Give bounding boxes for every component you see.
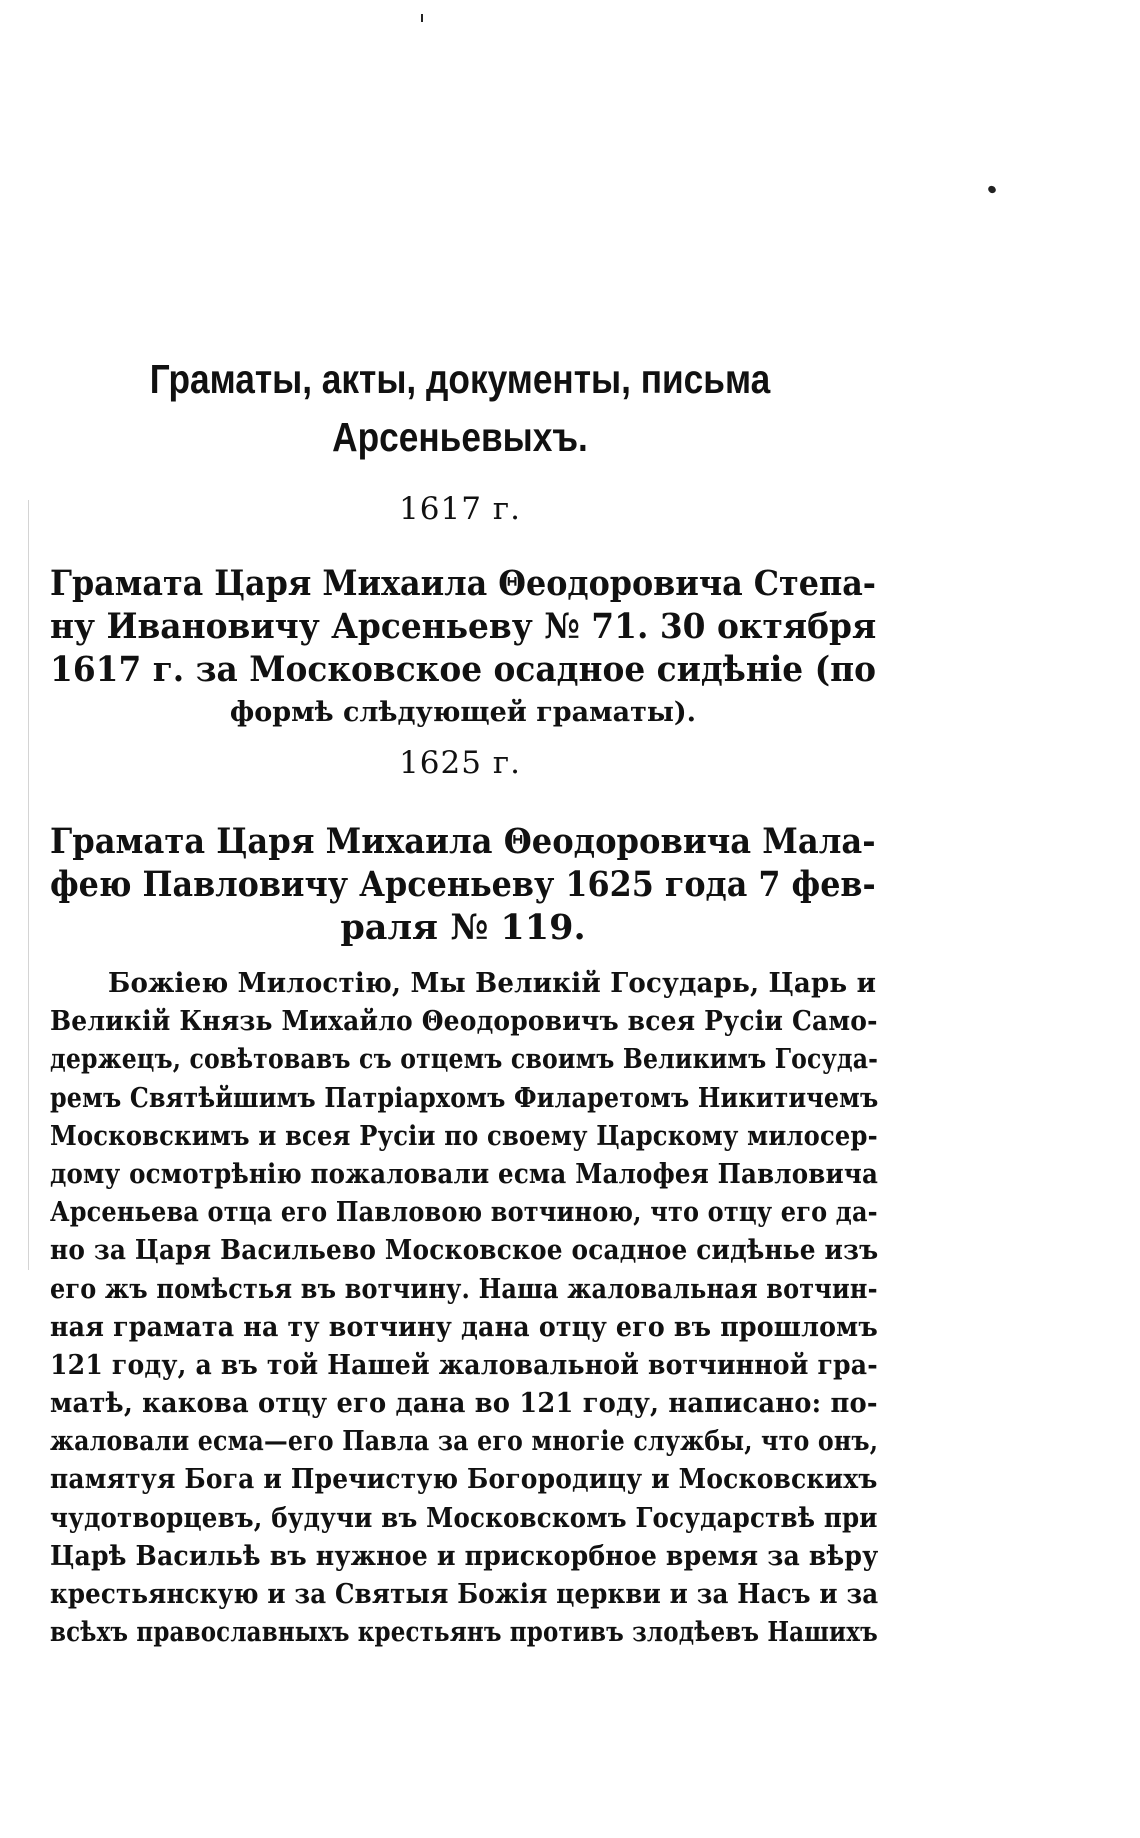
heading-line: раля № 119. [340, 907, 586, 948]
body-line: матѣ, какова отцу его дана во 121 году, написано: по- [50, 1388, 878, 1420]
heading-line: 1617 г. за Московское осадное сидѣніе (по [50, 649, 876, 690]
grant-body-text [50, 965, 878, 1652]
body-line: 121 году, а въ той Нашей жаловальной вотчинной гра- [50, 1349, 878, 1381]
body-line: Московскимъ и всея Русіи по своему Царскому милосер- [50, 1120, 878, 1152]
body-line: Арсеньева отца его Павловою вотчиною, что отцу его да- [50, 1197, 878, 1229]
body-line: Божіею Милостію, Мы Великій Государь, Царь и [107, 968, 877, 999]
body-line: ная грамата на ту вотчину дана отцу его въ прошломъ [50, 1311, 878, 1343]
year-1617: 1617 г. [399, 491, 521, 527]
body-line: жаловали есма—его Павла за его многіе службы, что онъ, [50, 1426, 879, 1458]
heading-line: ну Ивановичу Арсеньеву № 71. 30 октября [50, 606, 877, 647]
body-line: Царѣ Васильѣ въ нужное и прискорбное время за вѣру [50, 1540, 879, 1572]
year-1625: 1625 г. [399, 745, 521, 781]
body-line: дому осмотрѣнію пожаловали есма Малофея Павловича [50, 1158, 879, 1190]
page-title-line-1: Граматы, акты, документы, письма [149, 356, 771, 402]
body-line: памятуя Бога и Пречистую Богородицу и Московскихъ [50, 1464, 878, 1496]
grant-heading-1625 [50, 820, 876, 949]
body-line: держецъ, совѣтовавъ съ отцемъ своимъ Великимъ Госуда- [50, 1044, 879, 1076]
grant-heading-1617 [50, 562, 876, 734]
heading-line: Грамата Царя Михаила Θеодоровича Степа- [50, 563, 877, 604]
margin-rule [28, 500, 29, 1270]
page-title [133, 350, 787, 466]
body-line: ремъ Святѣйшимъ Патріархомъ Филаретомъ Никитичемъ [50, 1082, 879, 1114]
print-mark [421, 14, 423, 22]
page-title-line-2: Арсеньевыхъ. [332, 414, 588, 460]
body-line: крестьянскую и за Святыя Божія церкви и за Насъ и за [50, 1579, 879, 1610]
body-line: всѣхъ православныхъ крестьянъ противъ злодѣевъ Нашихъ [50, 1617, 878, 1649]
heading-line: Грамата Царя Михаила Θеодоровича Мала- [50, 821, 876, 862]
body-line: его жъ помѣстья въ вотчину. Наша жаловальная вотчин- [50, 1273, 878, 1305]
ink-speck [987, 184, 998, 194]
heading-note: формѣ слѣдующей граматы). [229, 697, 697, 728]
body-line: Великій Князь Михайло Θеодоровичъ всея Русіи Само- [50, 1006, 878, 1038]
body-line: но за Царя Васильево Московское осадное сидѣнье изъ [50, 1235, 879, 1267]
body-line: чудотворцевъ, будучи въ Московскомъ Государствѣ при [50, 1502, 878, 1534]
heading-line: фею Павловичу Арсеньеву 1625 года 7 фев- [50, 864, 876, 905]
